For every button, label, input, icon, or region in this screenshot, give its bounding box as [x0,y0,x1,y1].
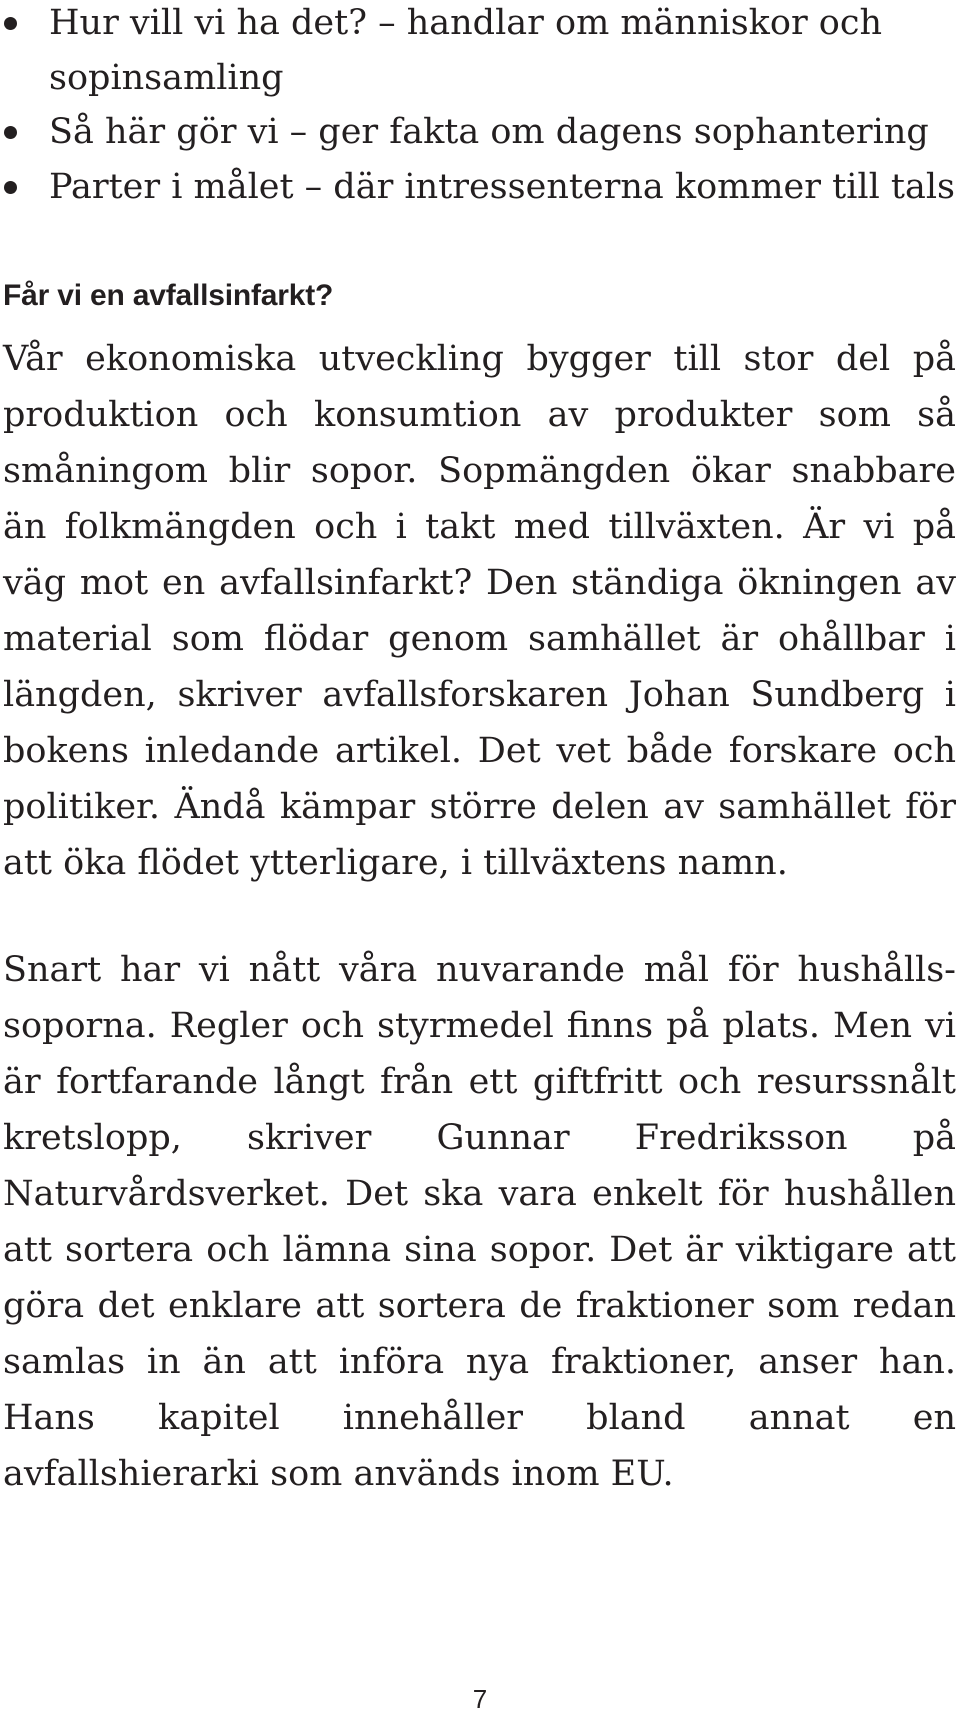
paragraph-1: Vår ekonomiska utveckling bygger till stor del på produktion och konsumtion av produkter som så småningom blir sopor. Sopmängden ökar snabbare än folkmängden och i takt med tillväxten. Är vi på väg mot en avfallsinfarkt? Den ständiga ökningen av material som flödar genom samhället är ohållbar i längden, skriver avfallsforskaren Johan Sundberg i bokens inledande artikel. Det vet både forskare och politiker. Ändå kämpar större delen av samhället för att öka flödet ytterligare, i tillväxtens namn. [3,339,956,883]
bullet-icon [4,181,17,194]
bullet-icon [4,17,17,30]
list-item [0,160,960,215]
page-number: 7 [472,1684,488,1714]
bullet-text: Hur vill vi ha det? – handlar om människor och sopinsamling [49,3,883,98]
list-item [0,105,960,160]
paragraph-2: Snart har vi nått våra nuvarande mål för hushållssoporna. Regler och styrmedel finns på plats. Men vi är fortfarande långt från ett giftfritt och resurssnålt kretslopp, skriver Gunnar Fredriksson på Naturvårdsverket. Det ska vara enkelt för hushållen att sortera och lämna sina sopor. Det är viktigare att göra det enklare att sortera de fraktioner som redan samlas in än att införa nya fraktioner, anser han. Hans kapitel innehåller bland annat en avfallshierarki som används inom EU. [3,950,956,1494]
bullet-list [0,0,960,214]
bullet-text: Parter i målet – där intressenterna kommer till tals [49,166,955,207]
bullet-text: Så här gör vi – ger fakta om dagens sophantering [49,112,929,152]
section-heading: Får vi en avfallsinfarkt? [3,279,334,312]
list-item [0,0,960,105]
bullet-icon [4,126,17,139]
